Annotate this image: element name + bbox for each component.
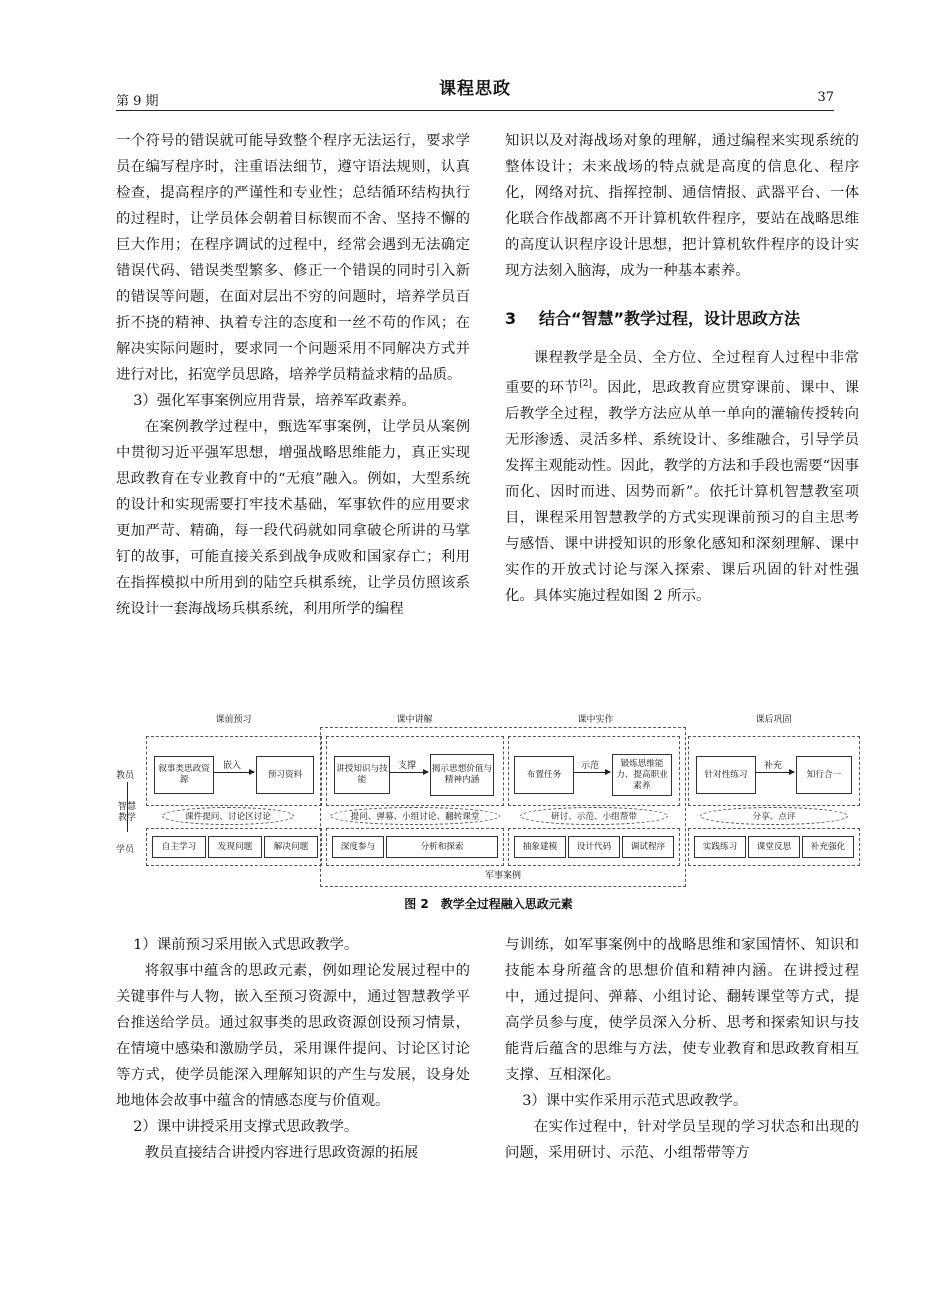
journal-title: 课程思政 — [439, 79, 511, 99]
student-box: 自主学习 — [152, 836, 206, 858]
teacher-box: 布置任务 — [514, 756, 574, 794]
arrow-label: 补充 — [764, 761, 783, 771]
section-title: 结合“智慧”教学过程，设计思政方法 — [539, 309, 801, 328]
figure-caption: 图 2 教学全过程融入思政元素 — [404, 897, 573, 911]
military-case-label: 军事案例 — [484, 871, 521, 881]
paragraph: 知识以及对海战场对象的理解，通过编程来实现系统的整体设计；未来战场的特点就是高度的信息化、程序化，网络对抗、指挥控制、通信情报、武器平台、一体化联合作战都离不开计算机软件程序，要站在战略思维的高度认识程序设计思想，把计算机软件程序的设计实现方法刻入脑海，成为一种基本素养。 — [505, 133, 859, 279]
student-box: 解决问题 — [264, 836, 318, 858]
arrow — [390, 772, 428, 773]
student-box: 调试程序 — [622, 836, 674, 858]
right-column-bottom — [505, 932, 859, 1166]
row-label-smart: 智慧教学 — [117, 802, 136, 823]
page-header — [116, 70, 834, 110]
smart-teaching-oval: 提问、弹幕、小组讨论、翻转课堂 — [330, 807, 500, 825]
teacher-box: 讲授知识与技能 — [334, 756, 390, 794]
paragraph: 课程教学是全员、全方位、全过程育人过程中非常重要的环节[2]。因此，思政教育应贯穿课前、课中、课后教学全过程，教学方法应从单一单向的灌输传授转向无形渗透、灵活多样、系统设计、多维融合，引导学员发挥主观能动性。因此，教学的方法和手段也需要“因事而化、因时而进、因势而新”。依托计算机智慧教室项目，课程采用智慧教学的方式实现课前预习的自主思考与感悟、课中讲授知识的形象化感知和深刻理解、课中实作的开放式讨论与深入探索、课后巩固的针对性强化。具体实施过程如图 2 所示。 — [505, 350, 859, 604]
teacher-box: 叙事类思政资源 — [154, 756, 214, 794]
student-box: 深度参与 — [332, 836, 384, 858]
student-box: 实践练习 — [694, 836, 746, 858]
student-box: 课堂反思 — [748, 836, 800, 858]
stage-title: 课中讲解 — [396, 715, 433, 725]
section-number: 3 — [505, 309, 517, 328]
section-heading — [505, 306, 859, 329]
teacher-box: 揭示思想价值与精神内涵 — [430, 754, 494, 796]
paragraph: 将叙事中蕴含的思政元素，例如理论发展过程中的关键事件与人物，嵌入至预习资源中，通过智慧教学平台推送给学员。通过叙事类的思政资源创设预习情景，在情境中感染和激励学员，采用课件提问、讨论区讨论等方式，使学员能深入理解知识的产生与发展，设身处地地体会故事中蕴含的情感态度与价值观。 — [116, 963, 470, 1109]
row-label-teacher: 教员 — [116, 771, 135, 781]
list-heading: 2）课中讲授采用支撑式思政教学。 — [133, 1119, 359, 1135]
arrow — [756, 772, 794, 773]
teacher-box: 针对性练习 — [696, 756, 756, 794]
page-number: 37 — [817, 90, 834, 105]
stage-title: 课前预习 — [215, 715, 252, 725]
smart-teaching-oval: 分享、点评 — [700, 807, 848, 825]
issue-number: 第 9 期 — [116, 94, 159, 109]
citation-ref: [2] — [579, 379, 592, 389]
arrow — [574, 772, 610, 773]
student-box: 发现问题 — [208, 836, 262, 858]
student-box: 抽象建模 — [514, 836, 566, 858]
smart-teaching-oval: 研讨、示范、小组帮带 — [520, 807, 668, 825]
arrow — [214, 772, 254, 773]
student-box: 分析和探索 — [386, 836, 498, 858]
stage-title: 课中实作 — [577, 715, 614, 725]
figure-2 — [116, 710, 861, 890]
header-rule — [116, 110, 834, 111]
paragraph: 在实作过程中，针对学员呈现的学习状态和出现的问题，采用研讨、示范、小组帮带等方 — [505, 1119, 859, 1161]
right-column-top — [505, 128, 859, 609]
paragraph: 教员直接结合讲授内容进行思政资源的拓展 — [144, 1145, 419, 1161]
row-label-student: 学员 — [116, 845, 135, 855]
arrow-label: 支撑 — [398, 761, 417, 771]
left-column-bottom — [116, 932, 470, 1166]
smart-teaching-oval: 课件提问、讨论区讨论 — [162, 807, 294, 825]
list-heading: 3）强化军事案例应用背景，培养军政素养。 — [133, 393, 416, 409]
vertical-axis — [127, 782, 128, 832]
list-heading: 1）课前预习采用嵌入式思政教学。 — [133, 937, 359, 953]
paragraph: 一个符号的错误就可能导致整个程序无法运行，要求学员在编写程序时，注重语法细节，遵守语法规则，认真检查，提高程序的严谨性和专业性；总结循环结构执行的过程时，让学员体会朝着目标锲而不舍、坚持不懈的巨大作用；在程序调试的过程中，经常会遇到无法确定错误代码、错误类型繁多、修正一个错误的同时引入新的错误等问题，在面对层出不穷的问题时，培养学员百折不挠的精神、执着专注的态度和一丝不苟的作风；在解决实际问题时，要求同一个问题采用不同解决方式并进行对比，拓宽学员思路，培养学员精益求精的品质。 — [116, 133, 470, 383]
stage-title: 课后巩固 — [755, 715, 792, 725]
list-heading: 3）课中实作采用示范式思政教学。 — [522, 1093, 748, 1109]
student-box: 设计代码 — [568, 836, 620, 858]
arrow-label: 示范 — [581, 761, 600, 771]
paragraph: 与训练，如军事案例中的战略思维和家国情怀、知识和技能本身所蕴含的思想价值和精神内涵。在讲授过程中，通过提问、弹幕、小组讨论、翻转课堂等方式，提高学员参与度，使学员深入分析、思考和探索知识与技能背后蕴含的思维与方法，使专业教育和思政教育相互支撑、互相深化。 — [505, 937, 859, 1083]
teacher-box: 锻炼思维能力、提高职业素养 — [612, 754, 672, 796]
paragraph: 在案例教学过程中，甄选军事案例，让学员从案例中贯彻习近平强军思想，增强战略思维能力，真正实现思政教育在专业教育中的“无痕”融入。例如，大型系统的设计和实现需要打牢技术基础，军事软件的应用要求更加严苛、精确，每一段代码就如同拿破仑所讲的马掌钉的故事，可能直接关系到战争成败和国家存亡；利用在指挥模拟中所用到的陆空兵棋系统，让学员仿照该系统设计一套海战场兵棋系统，利用所学的编程 — [116, 419, 470, 617]
student-box: 补充强化 — [802, 836, 854, 858]
teacher-box: 知行合一 — [796, 756, 852, 794]
arrow-label: 嵌入 — [223, 761, 242, 771]
teacher-box: 预习资料 — [256, 756, 314, 794]
left-column-top — [116, 128, 470, 622]
